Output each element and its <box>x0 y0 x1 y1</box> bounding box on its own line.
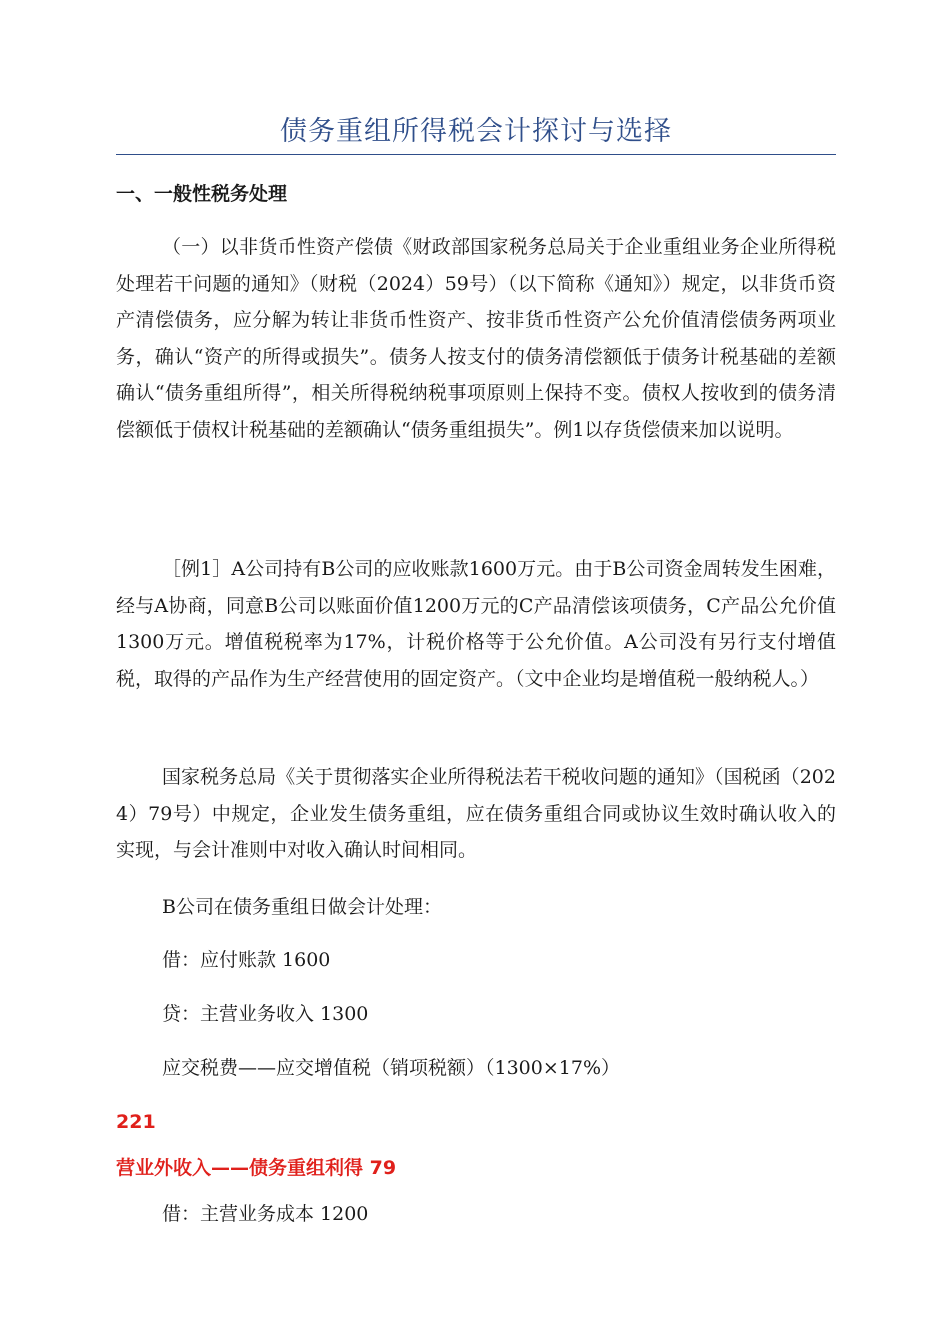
paragraph-non-monetary-assets: （一）以非货币性资产偿债《财政部国家税务总局关于企业重组业务企业所得税处理若干问题的通知》（财税（2024）59号）（以下简称《通知》）规定，以非货币资产清偿债务，应分解为转让非货币性资产、按非货币性资产公允价值清偿债务两项业务，确认“资产的所得或损失”。债务人按支付的债务清偿额低于债务计税基础的差额确认“债务重组所得”，相关所得税纳税事项原则上保持不变。债权人按收到的债务清偿额低于债权计税基础的差额确认“债务重组损失”。例1以存货偿债来加以说明。 <box>116 236 836 441</box>
journal-entry-debit-cost: 借：主营业务成本 1200 <box>162 1203 369 1225</box>
journal-entry-credit-revenue: 贷：主营业务收入 1300 <box>162 1003 369 1025</box>
highlight-amount: 221 <box>116 1111 156 1133</box>
journal-entry-debit-payable: 借：应付账款 1600 <box>162 949 331 971</box>
paragraph-example-1: ［例1］A公司持有B公司的应收账款1600万元。由于B公司资金周转发生困难，经与A协商，同意B公司以账面价值1200万元的C产品清偿该项债务，C产品公允价值1300万元。增值税税率为17%，计税价格等于公允价值。A公司没有另行支付增值税，取得的产品作为生产经营使用的固定资产。（文中企业均是增值税一般纳税人。） <box>116 558 836 690</box>
title-underline <box>116 154 836 155</box>
journal-entry-vat: 应交税费——应交增值税（销项税额）（1300×17%） <box>162 1057 621 1079</box>
section-heading: 一、一般性税务处理 <box>116 183 288 205</box>
journal-intro: B公司在债务重组日做会计处理： <box>162 896 442 918</box>
paragraph-tax-notice: 国家税务总局《关于贯彻落实企业所得税法若干税收问题的通知》（国税函（2024）79号）中规定，企业发生债务重组，应在债务重组合同或协议生效时确认收入的实现，与会计准则中对收入确认时间相同。 <box>116 766 836 861</box>
document-title: 债务重组所得税会计探讨与选择 <box>280 116 672 147</box>
highlight-non-operating-income: 营业外收入——债务重组利得 79 <box>116 1157 397 1179</box>
